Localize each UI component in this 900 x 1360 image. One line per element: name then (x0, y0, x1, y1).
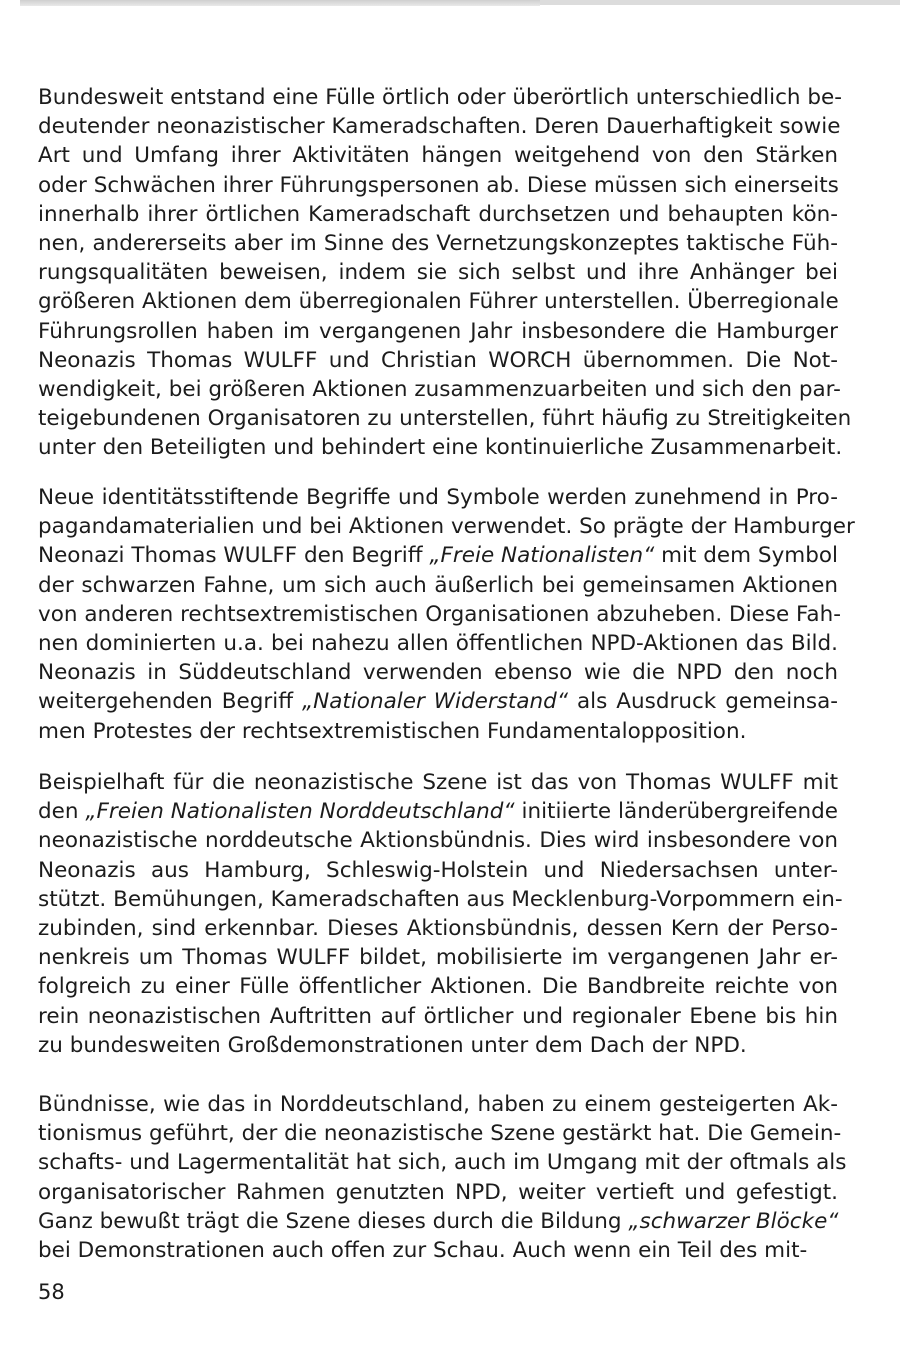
text-segment: Führungsrollen haben im vergangenen Jahr insbesondere die Hamburger (38, 318, 838, 344)
text-line (38, 1002, 838, 1031)
text-segment: von anderen rechtsextremistischen Organisationen abzuheben. Diese Fah- (38, 601, 841, 627)
text-segment: Neonazis Thomas WULFF und Christian WORCH übernommen. Die Not- (38, 347, 838, 373)
italic-term: „Freien Nationalisten Norddeutschland“ (85, 799, 515, 825)
text-segment: mit dem Symbol (654, 543, 839, 569)
text-line (38, 1090, 838, 1119)
text-line (38, 768, 838, 797)
text-segment: tionismus geführt, der die neonazistische Szene gestärkt hat. Die Gemein- (38, 1121, 842, 1147)
text-segment: teigebundenen Organisatoren zu unterstellen, führt häufig zu Streitigkeiten (38, 406, 852, 432)
text-segment: unter den Beteiligten und behindert eine kontinuierliche Zusammenarbeit. (38, 435, 843, 461)
text-line (38, 972, 838, 1001)
text-segment: pagandamaterialien und bei Aktionen verwendet. So prägte der Hamburger (38, 514, 855, 540)
text-line (38, 885, 843, 914)
text-line (38, 512, 855, 541)
text-line (38, 346, 838, 375)
text-line (38, 1236, 838, 1265)
text-line (38, 1148, 847, 1177)
text-segment: nen, andererseits aber im Sinne des Vernetzungskonzeptes taktische Füh- (38, 230, 838, 256)
text-line (38, 717, 838, 746)
italic-term: „schwarzer Blöcke“ (628, 1208, 839, 1234)
text-segment: den (38, 799, 86, 825)
text-line (38, 687, 838, 716)
italic-term: „Nationaler Widerstand“ (302, 689, 568, 715)
text-segment: rungsqualitäten beweisen, indem sie sich selbst und ihre Anhänger bei (38, 260, 838, 286)
text-line (38, 797, 838, 826)
text-segment: organisatorischer Rahmen genutzten NPD, weiter vertieft und gefestigt. (38, 1179, 838, 1205)
text-segment: Art und Umfang ihrer Aktivitäten hängen weitgehend von den Stärken (38, 143, 838, 169)
text-segment: bei Demonstrationen auch offen zur Schau. Auch wenn ein Teil des mit- (38, 1237, 808, 1263)
text-line (38, 83, 843, 112)
text-line (38, 258, 838, 287)
text-segment: Neonazi Thomas WULFF den Begriff (38, 543, 430, 569)
text-line (38, 826, 838, 855)
text-line (38, 200, 838, 229)
text-segment: men Protestes der rechtsextremistischen Fundamentalopposition. (38, 718, 747, 744)
text-segment: Bundesweit entstand eine Fülle örtlich oder überörtlich unterschiedlich be- (38, 85, 843, 110)
text-segment: Neonazis aus Hamburg, Schleswig-Holstein und Niedersachsen unter- (38, 857, 838, 883)
text-line (38, 483, 838, 512)
text-line (38, 1119, 842, 1148)
text-line (38, 433, 843, 462)
text-segment: nenkreis um Thomas WULFF bildet, mobilisierte im vergangenen Jahr er- (38, 945, 838, 971)
text-line (38, 943, 838, 972)
text-segment: schafts- und Lagermentalität hat sich, auch im Umgang mit der oftmals als (38, 1150, 847, 1176)
text-line (38, 404, 852, 433)
text-line (38, 112, 841, 141)
paragraph-kameradschaften (38, 83, 852, 462)
text-segment: weitergehenden Begriff (38, 689, 302, 715)
text-segment: Neonazis in Süddeutschland verwenden ebenso wie die NPD den noch (38, 660, 838, 686)
paragraph-aktionsbuendnis (38, 768, 843, 1060)
italic-term: „Freie Nationalisten“ (429, 543, 655, 569)
text-line (38, 600, 841, 629)
text-segment: der schwarzen Fahne, um sich auch äußerlich bei gemeinsamen Aktionen (38, 572, 838, 598)
paragraph-begriffe-symbole (38, 483, 855, 746)
page-number: 58 (38, 1280, 65, 1304)
text-segment: Ganz bewußt trägt die Szene dieses durch die Bildung (38, 1208, 629, 1234)
text-line (38, 141, 838, 170)
text-segment: neonazistische norddeutsche Aktionsbündnis. Dies wird insbesondere von (38, 828, 838, 854)
text-segment: Neue identitätsstiftende Begriffe und Symbole werden zunehmend in Pro- (38, 485, 838, 510)
text-line (38, 287, 838, 316)
text-line (38, 571, 838, 600)
text-line (38, 375, 841, 404)
text-segment: Bündnisse, wie das in Norddeutschland, haben zu einem gesteigerten Ak- (38, 1092, 838, 1117)
text-segment: stützt. Bemühungen, Kameradschaften aus Mecklenburg-Vorpommern ein- (38, 886, 843, 912)
text-segment: folgreich zu einer Fülle öffentlicher Aktionen. Die Bandbreite reichte von (38, 974, 838, 1000)
text-line (38, 317, 838, 346)
text-segment: zu bundesweiten Großdemonstrationen unter dem Dach der NPD. (38, 1032, 747, 1058)
text-line (38, 658, 838, 687)
top-edge-shadow (20, 0, 540, 6)
text-segment: innerhalb ihrer örtlichen Kameradschaft durchsetzen und behaupten kön- (38, 201, 838, 227)
text-line (38, 914, 838, 943)
text-segment: wendigkeit, bei größeren Aktionen zusammenzuarbeiten und sich den par- (38, 376, 841, 402)
text-line (38, 1178, 838, 1207)
paragraph-buendnisse (38, 1090, 847, 1265)
text-segment: initiierte länderübergreifende (514, 799, 839, 825)
text-line (38, 856, 838, 885)
text-segment: deutender neonazistischer Kameradschaften. Deren Dauerhaftigkeit sowie (38, 114, 841, 140)
text-segment: größeren Aktionen dem überregionalen Führer unterstellen. Überregionale (38, 289, 839, 315)
text-segment: rein neonazistischen Auftritten auf örtlicher und regionaler Ebene bis hin (38, 1003, 838, 1029)
text-segment: Beispielhaft für die neonazistische Szene ist das von Thomas WULFF mit (38, 770, 838, 795)
text-segment: als Ausdruck gemeinsa- (567, 689, 838, 715)
text-line (38, 229, 838, 258)
text-line (38, 1031, 838, 1060)
text-segment: nen dominierten u.a. bei nahezu allen öffentlichen NPD-Aktionen das Bild. (38, 630, 838, 656)
text-segment: zubinden, sind erkennbar. Dieses Aktionsbündnis, dessen Kern der Perso- (38, 915, 838, 941)
text-line (38, 541, 838, 570)
text-line (38, 1207, 838, 1236)
top-edge-shadow-right (540, 0, 900, 5)
text-line (38, 171, 838, 200)
text-line (38, 629, 838, 658)
text-segment: oder Schwächen ihrer Führungspersonen ab. Diese müssen sich einerseits (38, 172, 839, 198)
